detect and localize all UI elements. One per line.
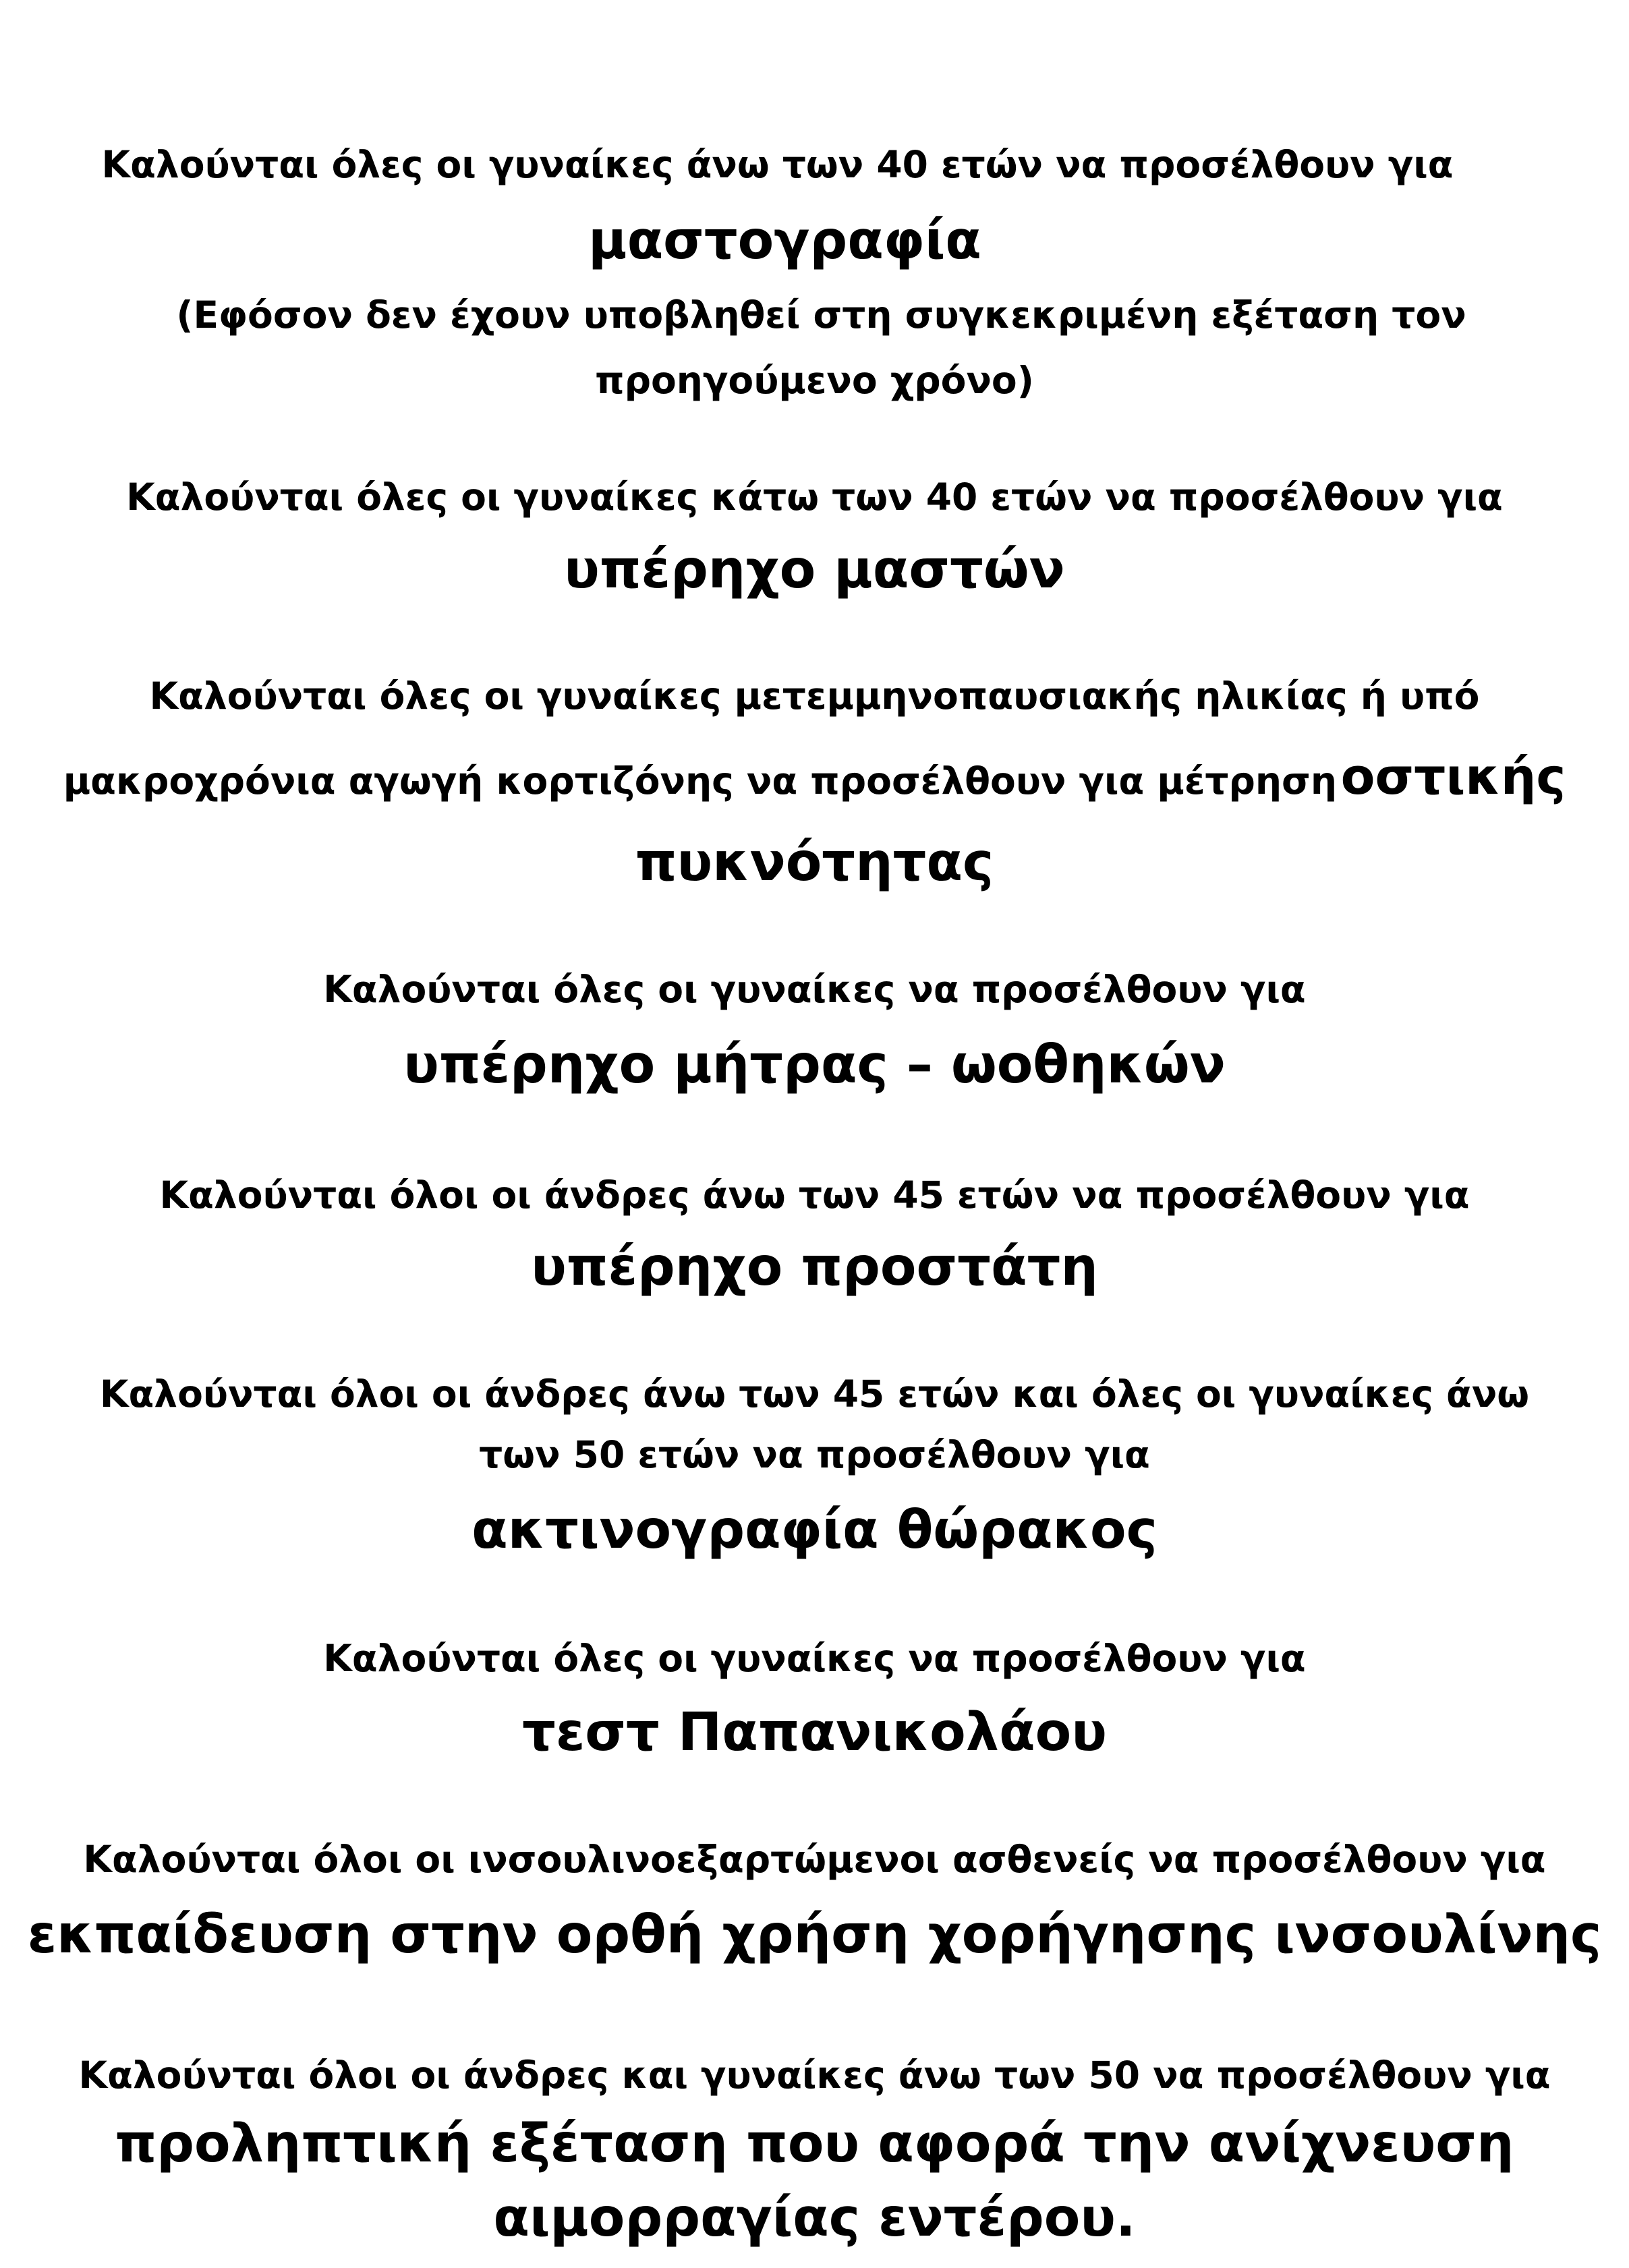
notice-6-intro-line-1: Καλούνται όλοι οι άνδρες άνω των 45 ετών και όλες οι γυναίκες άνω [99, 1372, 1530, 1416]
notice-9-exam-line-2: αιμορραγίας εντέρου. [493, 2188, 1136, 2248]
notice-3-exam: πυκνότητας [635, 832, 994, 893]
notice-4-exam: υπέρηχο μήτρας – ωοθηκών [403, 1035, 1226, 1095]
notice-5-exam: υπέρηχο προστάτη [531, 1237, 1098, 1298]
notice-1-intro: Καλούνται όλες οι γυναίκες άνω των 40 ετών να προσέλθουν για [101, 143, 1454, 186]
notice-3-exam-inline: οστικής [1340, 748, 1566, 806]
notice-3-intro-text: μακροχρόνια αγωγή κορτιζόνης να προσέλθουν για μέτρηση [63, 759, 1338, 803]
notice-2-exam: υπέρηχο μαστών [564, 540, 1065, 600]
notice-8-exam: εκπαίδευση στην ορθή χρήση χορήγησης ινσουλίνης [27, 1904, 1602, 1965]
notice-1-note-line-1: (Εφόσον δεν έχουν υποβληθεί στη συγκεκριμένη εξέταση τον [176, 293, 1466, 337]
notice-9-exam-line-1: προληπτική εξέταση που αφορά την ανίχνευση [115, 2114, 1514, 2174]
notice-4-intro: Καλούνται όλες οι γυναίκες να προσέλθουν για [323, 968, 1306, 1011]
notice-2-intro: Καλούνται όλες οι γυναίκες κάτω των 40 ετών να προσέλθουν για [126, 475, 1503, 519]
notice-5-intro: Καλούνται όλοι οι άνδρες άνω των 45 ετών να προσέλθουν για [159, 1173, 1470, 1217]
notice-8-intro: Καλούνται όλοι οι ινσουλινοεξαρτώμενοι ασθενείς να προσέλθουν για [83, 1838, 1546, 1881]
notice-1-exam: μαστογραφία [588, 210, 981, 271]
notice-6-intro-line-2: των 50 ετών να προσέλθουν για [479, 1433, 1150, 1476]
notice-3-intro-line-1: Καλούνται όλες οι γυναίκες μετεμμηνοπαυσιακής ηλικίας ή υπό [149, 674, 1480, 718]
notice-6-exam: ακτινογραφία θώρακος [471, 1500, 1158, 1561]
notice-7-exam: τεστ Παπανικολάου [522, 1702, 1107, 1763]
notice-3-intro-line-2 [0, 748, 1629, 806]
notice-9-intro: Καλούνται όλοι οι άνδρες και γυναίκες άνω των 50 να προσέλθουν για [78, 2054, 1551, 2097]
notice-7-intro: Καλούνται όλες οι γυναίκες να προσέλθουν για [323, 1637, 1306, 1680]
notice-1-note-line-2: προηγούμενο χρόνο) [595, 359, 1034, 402]
